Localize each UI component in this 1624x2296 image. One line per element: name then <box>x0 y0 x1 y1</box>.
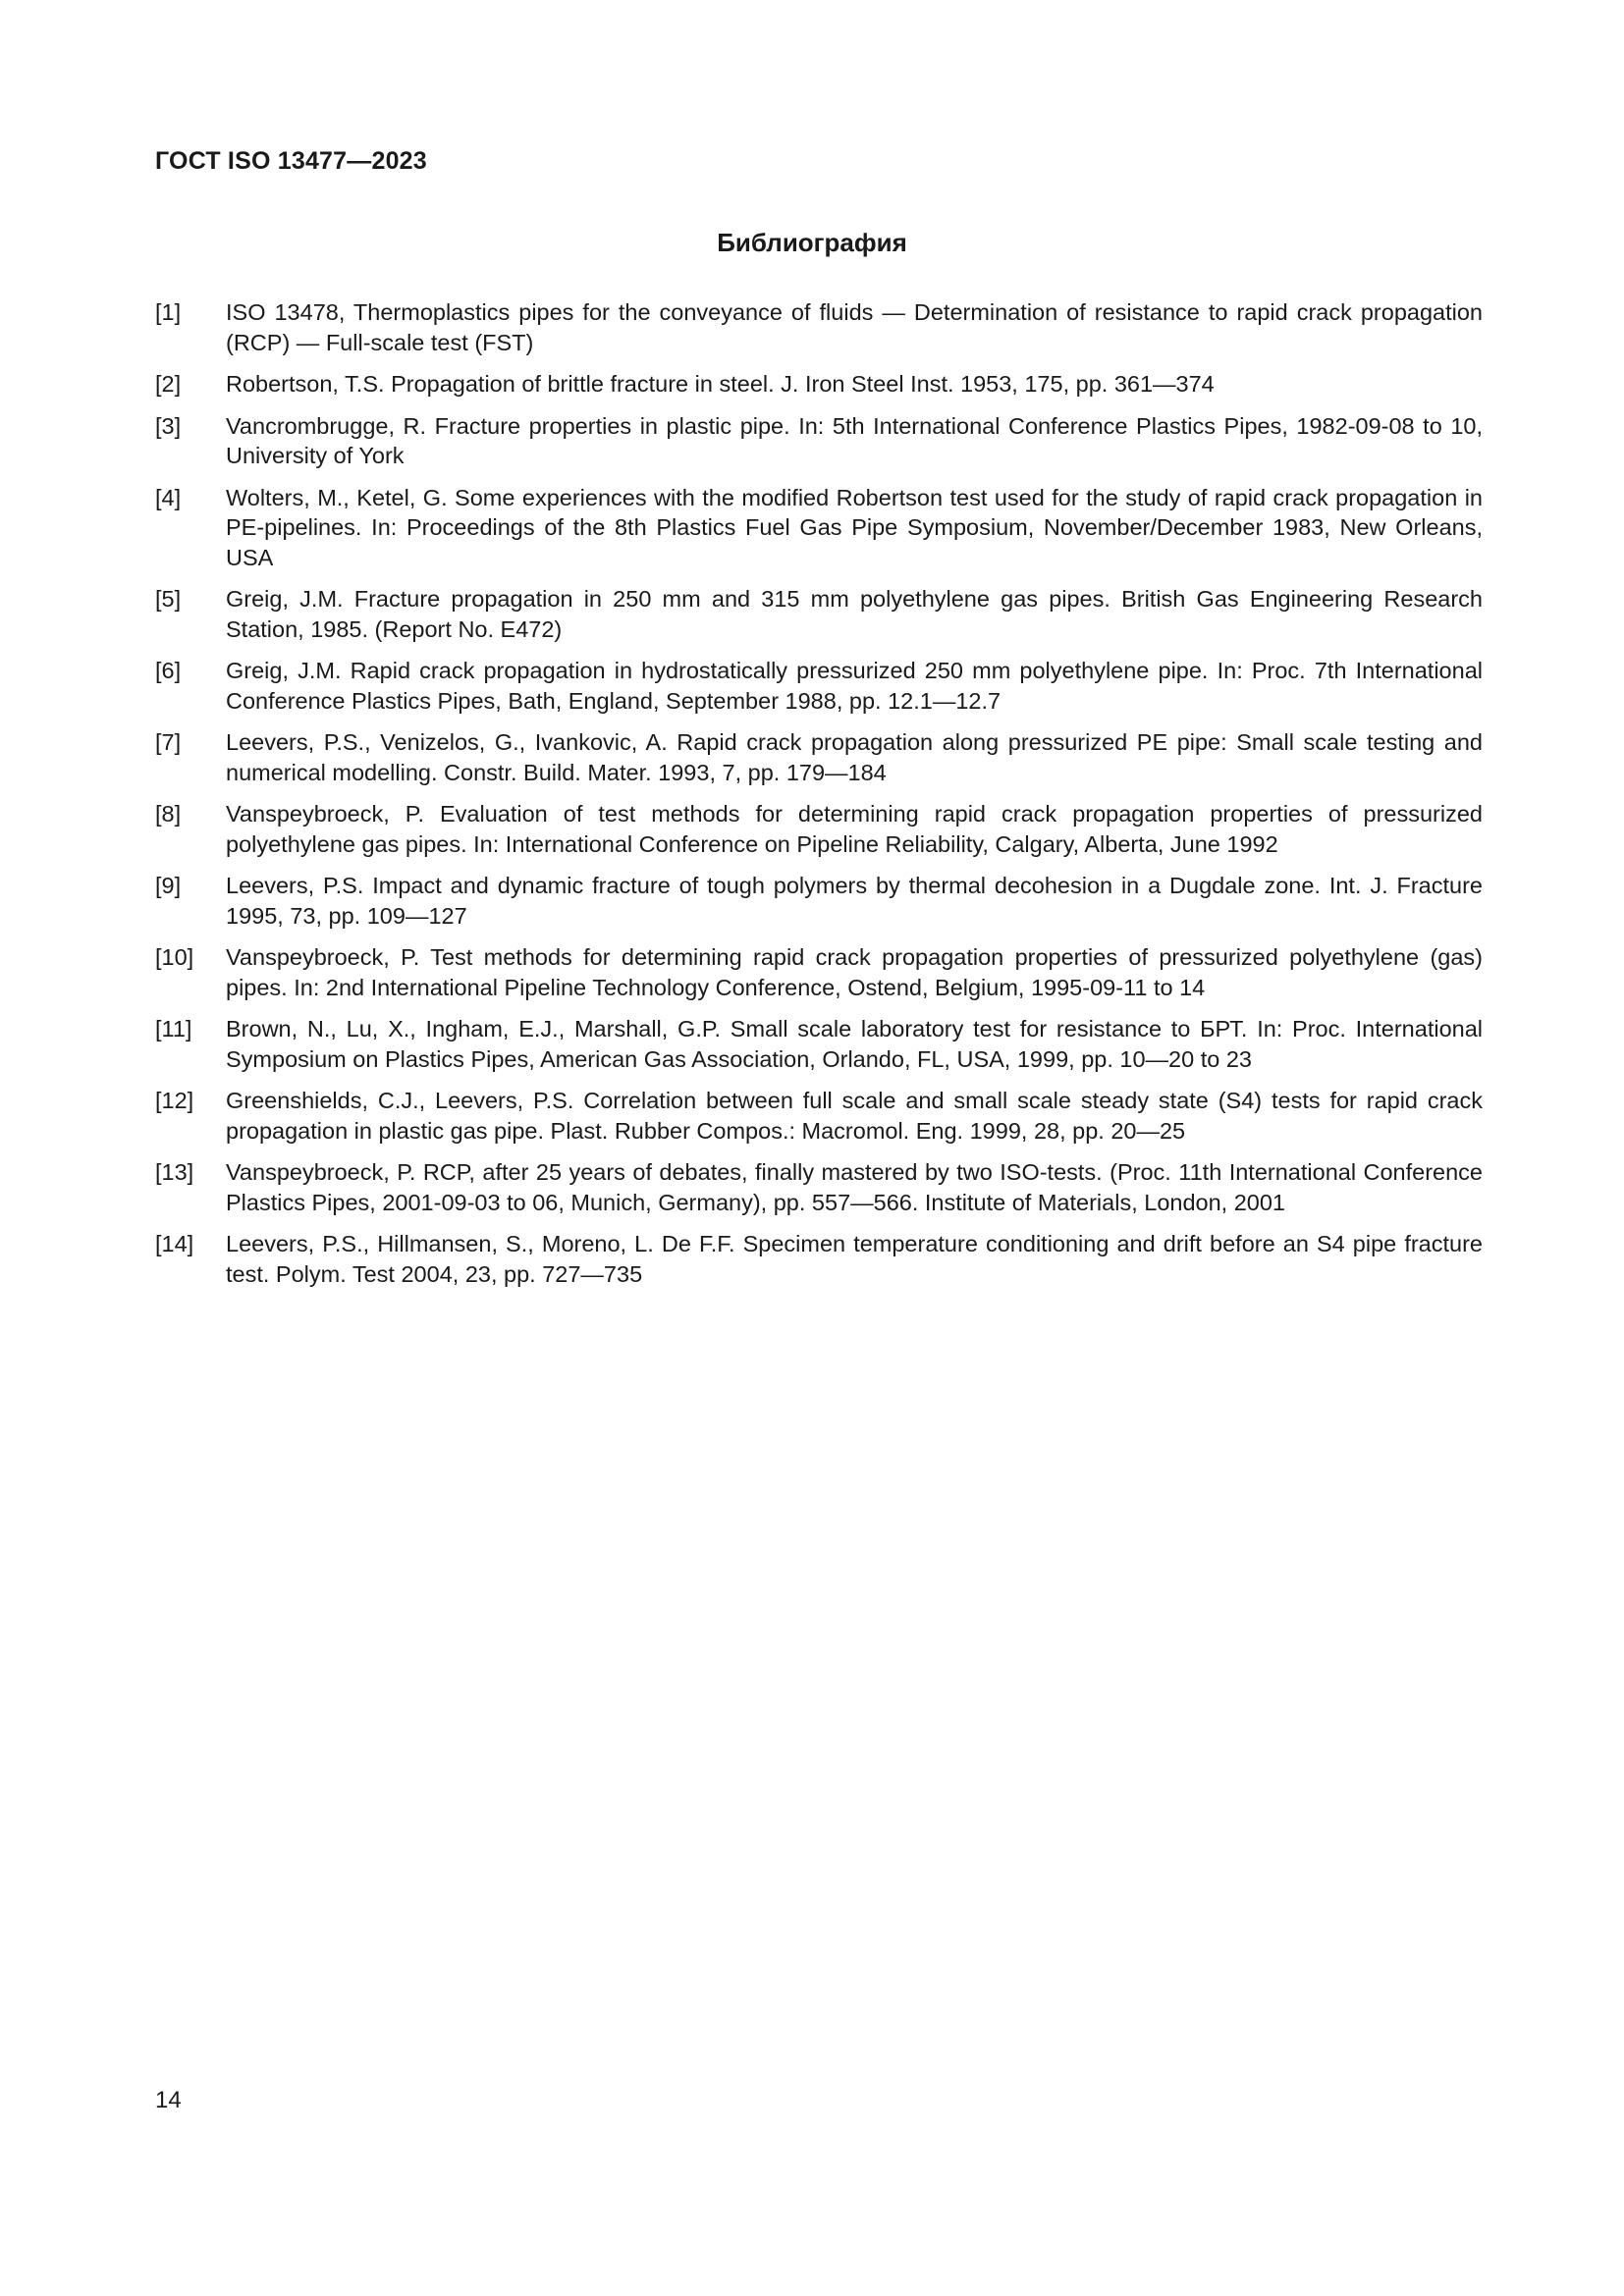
reference-text: Leevers, P.S., Hillmansen, S., Moreno, L. De F.F. Specimen temperature conditioning and drift before an S4 pipe fracture test. Polym. Test 2004, 23, pp. 727—735 <box>226 1231 1483 1287</box>
reference-item <box>155 584 1483 644</box>
reference-number: [8] <box>155 801 182 827</box>
reference-item <box>155 942 1483 1002</box>
reference-item <box>155 871 1483 931</box>
reference-item <box>155 411 1483 471</box>
reference-item <box>155 483 1483 573</box>
reference-text: Leevers, P.S. Impact and dynamic fracture of tough polymers by thermal decohesion in a Dugdale zone. Int. J. Fracture 1995, 73, pp. 109—127 <box>226 873 1483 929</box>
reference-text: ISO 13478, Thermoplastics pipes for the conveyance of fluids — Determination of resistance to rapid crack propagation (RCP) — Full-scale test (FST) <box>226 299 1483 355</box>
reference-item <box>155 1014 1483 1074</box>
reference-number: [7] <box>155 729 182 755</box>
reference-number: [12] <box>155 1088 194 1113</box>
reference-number: [9] <box>155 873 182 898</box>
reference-text: Brown, N., Lu, X., Ingham, E.J., Marshall, G.P. Small scale laboratory test for resistance to БРТ. In: Proc. International Symposium on Plastics Pipes, American Gas Association, Orlando, FL, USA, 1999, pp. 10—20 to 23 <box>226 1016 1483 1072</box>
reference-number: [13] <box>155 1159 194 1185</box>
reference-item <box>155 1229 1483 1289</box>
reference-number: [1] <box>155 299 182 325</box>
reference-text: Leevers, P.S., Venizelos, G., Ivankovic, A. Rapid crack propagation along pressurized PE pipe: Small scale testing and numerical modelling. Constr. Build. Mater. 1993, 7, pp. 179—184 <box>226 729 1483 785</box>
reference-text: Robertson, T.S. Propagation of brittle fracture in steel. J. Iron Steel Inst. 1953, 175, pp. 361—374 <box>226 371 1215 397</box>
reference-item <box>155 1086 1483 1146</box>
reference-item <box>155 727 1483 787</box>
reference-number: [11] <box>155 1016 192 1041</box>
reference-number: [3] <box>155 412 182 439</box>
section-title: Библиография <box>717 228 907 257</box>
reference-text: Wolters, M., Ketel, G. Some experiences with the modified Robertson test used for the study of rapid crack propagation in PE-pipelines. In: Proceedings of the 8th Plastics Fuel Gas Pipe Symposium, November/December 1983, New Orleans, USA <box>226 484 1483 570</box>
bibliography-list <box>155 297 1483 1301</box>
reference-number: [4] <box>155 484 182 510</box>
reference-number: [6] <box>155 658 182 683</box>
reference-text: Greig, J.M. Rapid crack propagation in hydrostatically pressurized 250 mm polyethylene pipe. In: Proc. 7th International Conference Plastics Pipes, Bath, England, September 1988, pp. 12.1—12.7 <box>226 658 1483 714</box>
reference-text: Greenshields, C.J., Leevers, P.S. Correlation between full scale and small scale steady state (S4) tests for rapid crack propagation in plastic gas pipe. Plast. Rubber Compos.: Macromol. Eng. 1999, 28, pp. 20—25 <box>226 1088 1483 1144</box>
reference-text: Vanspeybroeck, P. RCP, after 25 years of debates, finally mastered by two ISO-tests. (Proc. 11th International Conference Plastics Pipes, 2001-09-03 to 06, Munich, Germany), pp. 557—566. Institute of Materials, London, 2001 <box>226 1159 1483 1215</box>
reference-text: Vanspeybroeck, P. Evaluation of test methods for determining rapid crack propagation properties of pressurized polyethylene gas pipes. In: International Conference on Pipeline Reliability, Calgary, Alberta, June 1992 <box>226 801 1483 857</box>
reference-text: Vancrombrugge, R. Fracture properties in plastic pipe. In: 5th International Conference Plastics Pipes, 1982-09-08 to 10, University of York <box>226 412 1483 468</box>
reference-text: Vanspeybroeck, P. Test methods for determining rapid crack propagation properties of pressurized polyethylene (gas) pipes. In: 2nd International Pipeline Technology Conference, Ostend, Belgium, 1995-09-11 to 14 <box>226 944 1483 1000</box>
reference-number: [10] <box>155 944 194 970</box>
reference-item <box>155 1157 1483 1217</box>
reference-number: [14] <box>155 1231 194 1256</box>
reference-item <box>155 656 1483 716</box>
reference-item <box>155 799 1483 859</box>
reference-item <box>155 297 1483 357</box>
page-number: 14 <box>155 2087 182 2113</box>
standard-header: ГОСТ ISO 13477—2023 <box>155 147 427 175</box>
reference-item <box>155 369 1483 400</box>
reference-number: [5] <box>155 586 182 612</box>
reference-number: [2] <box>155 371 182 397</box>
reference-text: Greig, J.M. Fracture propagation in 250 mm and 315 mm polyethylene gas pipes. British Gas Engineering Research Station, 1985. (Report No. E472) <box>226 586 1483 642</box>
